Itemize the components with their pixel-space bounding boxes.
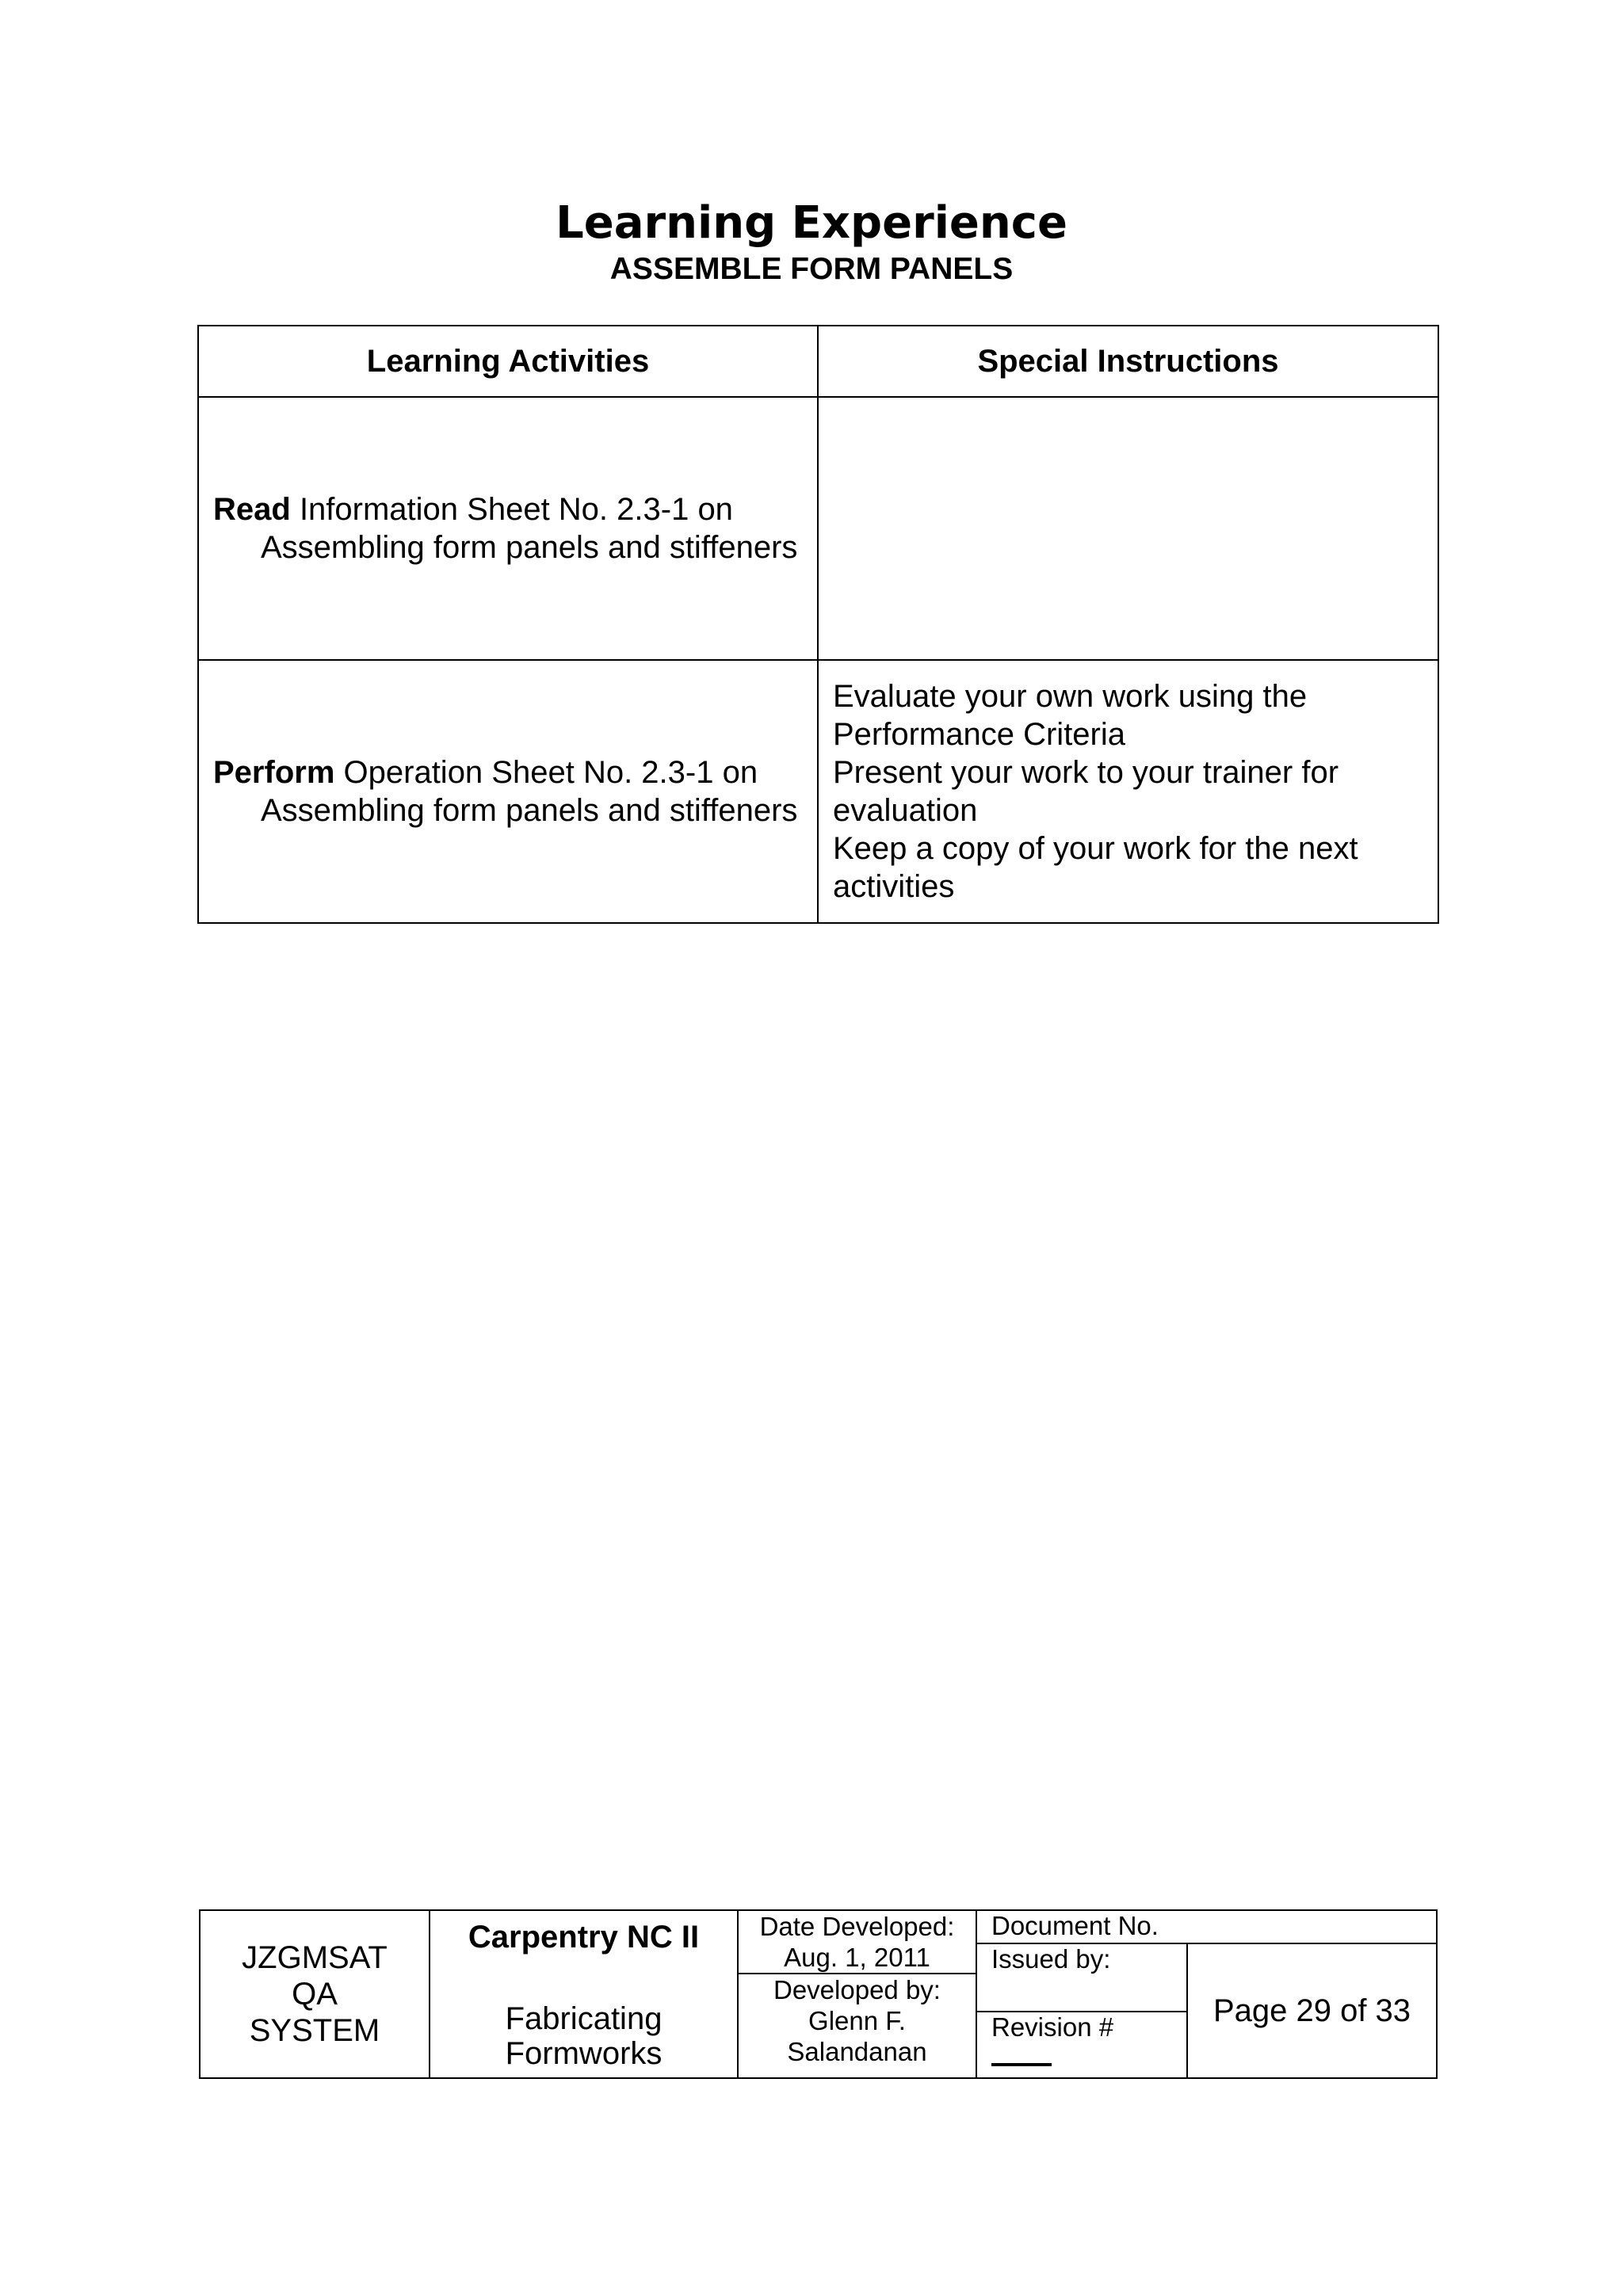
developer-name: Salandanan [787, 2037, 927, 2066]
activity-verb: Perform [213, 755, 335, 790]
org-line: SYSTEM [249, 2013, 380, 2048]
org-line: JZGMSAT [242, 1940, 388, 1975]
activity-text [213, 490, 803, 566]
activity-verb: Read [213, 492, 291, 527]
table-row [198, 397, 1438, 660]
module-line: Formworks [505, 2036, 663, 2071]
footer-developed-by [738, 1974, 976, 2078]
instructions-cell [818, 660, 1438, 923]
date-value: Aug. 1, 2011 [784, 1943, 930, 1972]
activity-description: Operation Sheet No. 2.3-1 on Assembling form panels and stiffeners [261, 755, 798, 828]
table-header-row [198, 326, 1438, 397]
footer-page-number: Page 29 of 33 [1187, 1943, 1437, 2078]
footer-document-no: Document No. [976, 1910, 1437, 1943]
column-header-learning-activities: Learning Activities [198, 326, 818, 397]
revision-underline [991, 2063, 1052, 2066]
footer-issued-by: Issued by: [976, 1943, 1187, 2012]
instruction-item: Present your work to your trainer for evaluation [833, 755, 1339, 828]
module-line: Fabricating [505, 2001, 663, 2036]
activity-cell [198, 660, 818, 923]
course-name: Carpentry NC II [468, 1920, 700, 1955]
developer-label: Developed by: [773, 1975, 941, 2004]
footer-course [430, 1910, 738, 2078]
developer-name: Glenn F. [808, 2006, 906, 2035]
activity-cell [198, 397, 818, 660]
org-line: QA [292, 1977, 338, 2012]
footer-date-developed [738, 1910, 976, 1974]
instruction-item: Evaluate your own work using the Performance Criteria [833, 679, 1308, 752]
page-title: Learning Experience [556, 197, 1067, 249]
activity-text [213, 753, 803, 830]
date-label: Date Developed: [759, 1912, 955, 1941]
footer-organization [200, 1910, 430, 2078]
revision-label: Revision # [991, 2012, 1114, 2042]
course-module [430, 2001, 737, 2071]
footer-revision [976, 2012, 1187, 2078]
activity-description: Information Sheet No. 2.3-1 on Assembling form panels and stiffeners [261, 492, 798, 565]
instructions-cell [818, 397, 1438, 660]
table-row [198, 660, 1438, 923]
column-header-special-instructions: Special Instructions [818, 326, 1438, 397]
learning-experience-table [197, 325, 1439, 924]
page-subtitle: ASSEMBLE FORM PANELS [609, 252, 1014, 286]
document-footer [199, 1909, 1438, 2079]
instruction-item: Keep a copy of your work for the next activities [833, 831, 1358, 904]
